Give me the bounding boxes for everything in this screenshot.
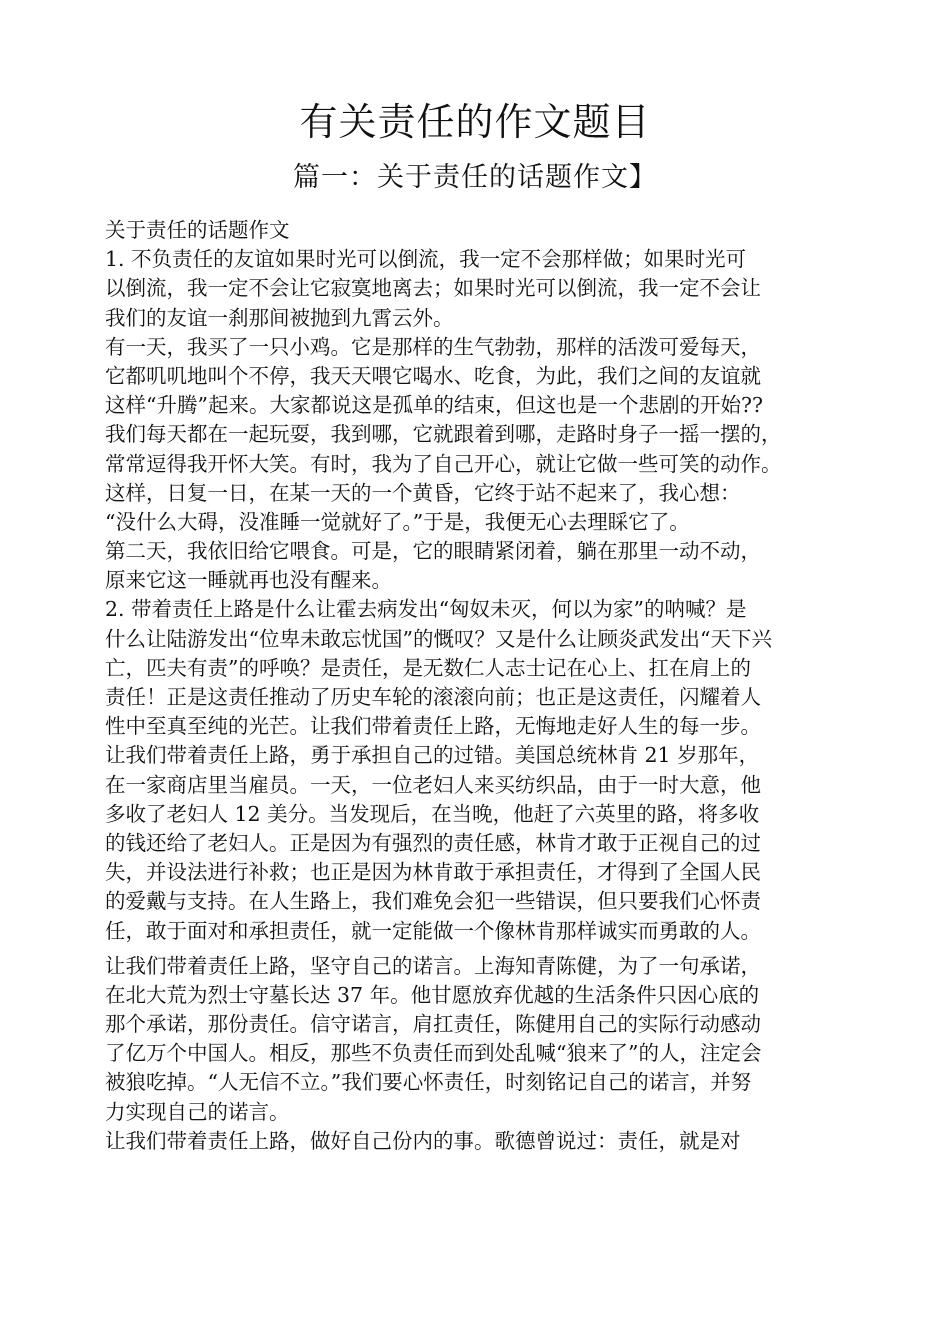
body-line: 原来它这一睡就再也没有醒来。 — [105, 568, 392, 593]
body-line: 1. 不负责任的友谊如果时光可以倒流，我一定不会那样做；如果时光可 — [105, 247, 747, 272]
body-line: 它都叽叽地叫个不停，我天天喂它喝水、吃食，为此，我们之间的友谊就 — [105, 363, 761, 388]
body-line: 性中至真至纯的光芒。让我们带着责任上路，无悔地走好人生的每一步。 — [105, 714, 761, 739]
body-line: 失，并设法进行补救；也正是因为林肯敢于承担责任，才得到了全国人民 — [105, 860, 761, 885]
body-line: 我们的友谊一刹那间被抛到九霄云外。 — [105, 305, 454, 330]
body-line: 的钱还给了老妇人。正是因为有强烈的责任感，林肯才敢于正视自己的过 — [105, 830, 761, 855]
body-line: 常常逗得我开怀大笑。有时，我为了自己开心，就让它做一些可笑的动作。 — [105, 451, 782, 476]
body-line: 我们每天都在一起玩耍，我到哪，它就跟着到哪，走路时身子一摇一摆的， — [105, 422, 782, 447]
body-line: 了亿万个中国人。相反，那些不负责任而到处乱喊“狼来了”的人，注定会 — [105, 1041, 762, 1066]
document-body — [105, 216, 875, 1156]
body-line: 以倒流，我一定不会让它寂寞地离去；如果时光可以倒流，我一定不会让 — [105, 276, 761, 301]
body-line: 的爱戴与支持。在人生路上，我们难免会犯一些错误，但只要我们心怀责 — [105, 889, 761, 914]
body-line: 在北大荒为烈士守墓长达 37 年。他甘愿放弃优越的生活条件只因心底的 — [105, 982, 760, 1007]
body-line: 力实现自己的诺言。 — [105, 1099, 290, 1124]
document-subtitle: 篇一：关于责任的话题作文】 — [293, 162, 657, 193]
body-line: 让我们带着责任上路，勇于承担自己的过错。美国总统林肯 21 岁那年， — [105, 743, 760, 768]
body-line: 什么让陆游发出“位卑未敢忘忧国”的慨叹？又是什么让顾炎武发出“天下兴 — [105, 626, 772, 651]
body-line: 亡，匹夫有责”的呼唤？是责任，是无数仁人志士记在心上、扛在肩上的 — [105, 655, 751, 680]
body-line: 有一天，我买了一只小鸡。它是那样的生气勃勃，那样的活泼可爱每天， — [105, 334, 761, 359]
body-line: 被狼吃掉。“人无信不立。”我们要心怀责任，时刻铭记自己的诺言，并努 — [105, 1070, 752, 1095]
body-line: “没什么大碍，没准睡一觉就好了。”于是，我便无心去理睬它了。 — [105, 509, 690, 534]
body-line: 任，敢于面对和承担责任，就一定能做一个像林肯那样诚实而勇敢的人。 — [105, 918, 761, 943]
body-line: 让我们带着责任上路，做好自己份内的事。歌德曾说过：责任，就是对 — [105, 1128, 741, 1153]
body-line: 责任！正是这责任推动了历史车轮的滚滚向前；也正是这责任，闪耀着人 — [105, 685, 761, 709]
body-line: 关于责任的话题作文 — [105, 218, 290, 242]
body-line: 那个承诺，那份责任。信守诺言，肩扛责任，陈健用自己的实际行动感动 — [105, 1012, 761, 1037]
body-line: 这样，日复一日，在某一天的一个黄昏，它终于站不起来了，我心想： — [105, 480, 741, 505]
body-line: 第二天，我依旧给它喂食。可是，它的眼睛紧闭着，躺在那里一动不动， — [105, 539, 761, 564]
body-line: 多收了老妇人 12 美分。当发现后，在当晚，他赶了六英里的路，将多收 — [105, 801, 760, 826]
body-line: 在一家商店里当雇员。一天，一位老妇人来买纺织品，由于一时大意，他 — [105, 772, 761, 797]
body-line: 让我们带着责任上路，坚守自己的诺言。上海知青陈健，为了一句承诺， — [105, 953, 761, 978]
body-line: 这样“升腾”起来。大家都说这是孤单的结束，但这也是一个悲剧的开始?? — [105, 393, 763, 418]
document-title: 有关责任的作文题目 — [299, 100, 651, 144]
body-line: 2. 带着责任上路是什么让霍去病发出“匈奴未灭，何以为家”的呐喊？是 — [105, 597, 747, 622]
